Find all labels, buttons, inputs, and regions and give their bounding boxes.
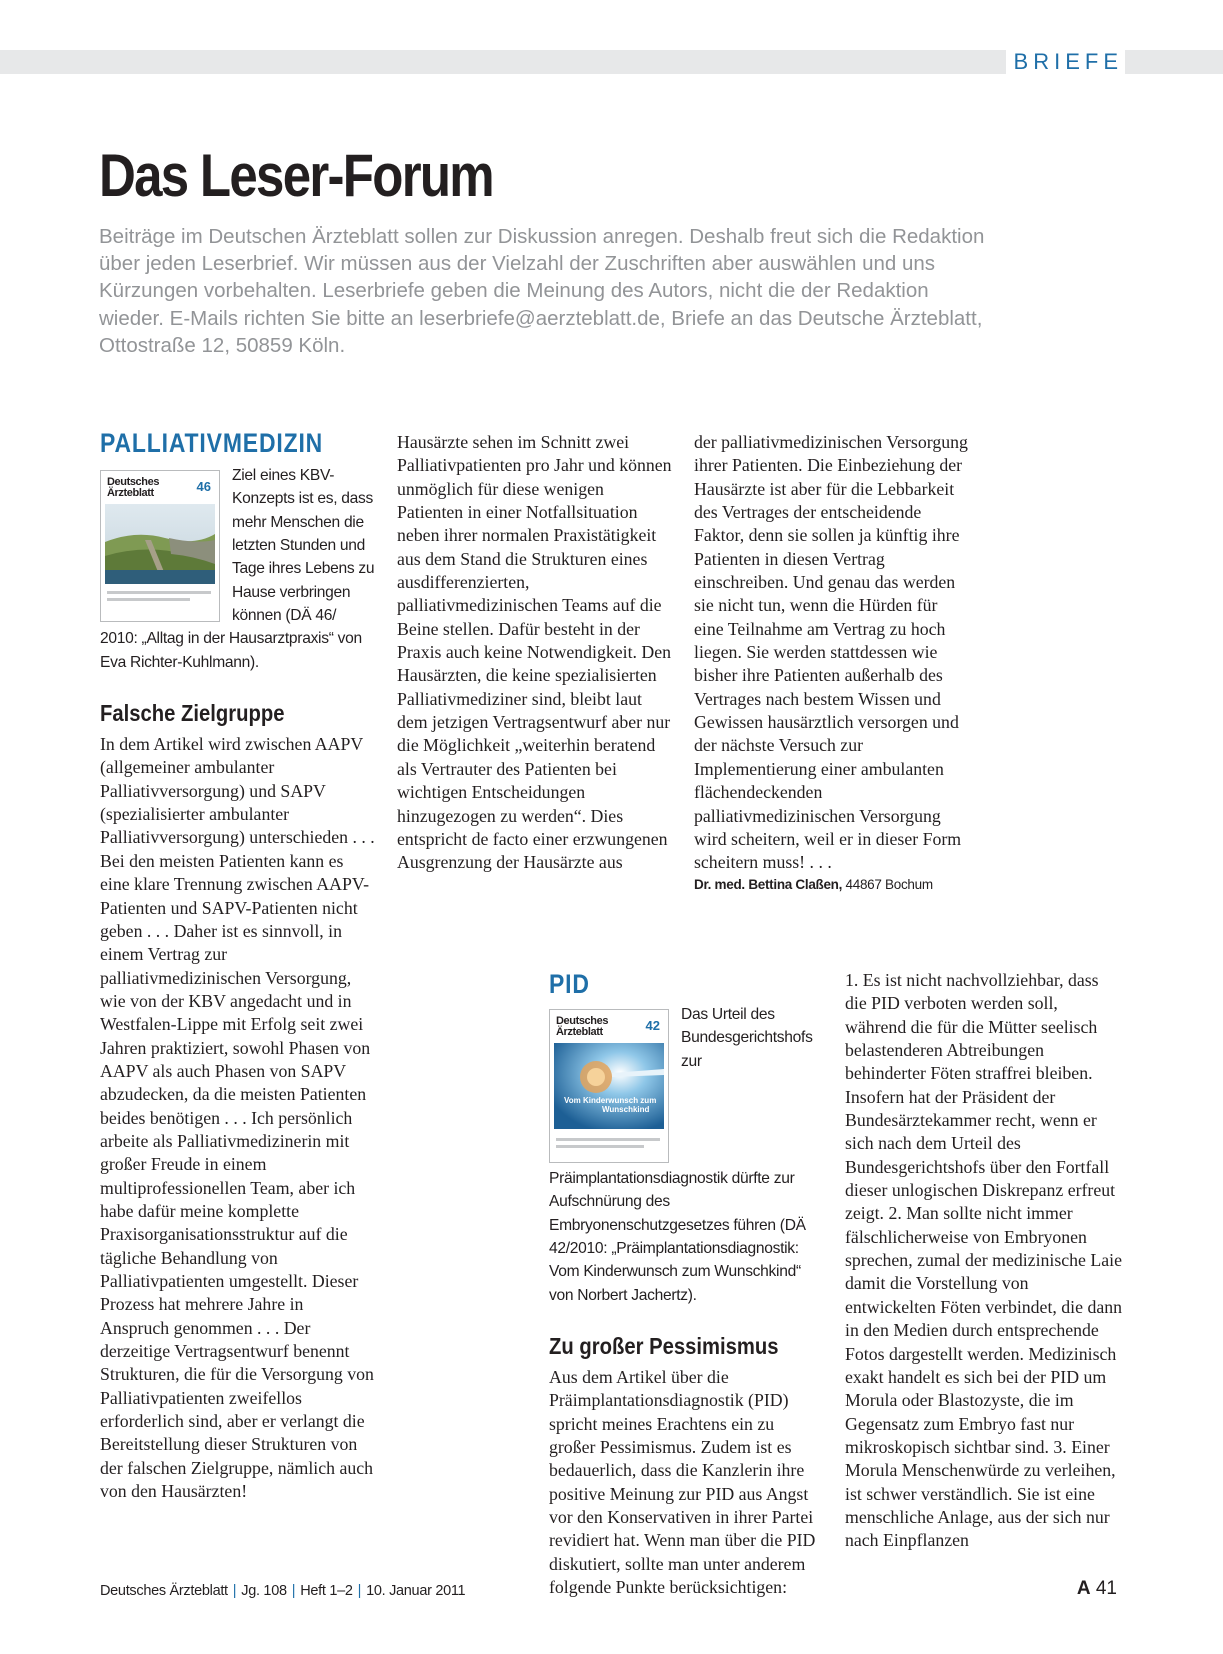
cover-masthead: Deutsches bbox=[556, 1015, 609, 1027]
footer-issue: Heft 1–2 bbox=[300, 1583, 353, 1599]
cover-title: Wunschkind bbox=[602, 1105, 650, 1114]
author-name: Dr. med. Bettina Claßen, bbox=[694, 876, 843, 892]
footer-journal: Deutsches Ärzteblatt bbox=[100, 1583, 228, 1599]
article1-topic: PALLIATIVMEDIZIN bbox=[100, 428, 324, 458]
article1-body-col1: In dem Artikel wird zwischen AAPV (allgemeiner ambulanter Palliativversorgung) und SAPV (spezialisierter ambulanter Palliativversorgung) unterschieden . . . Bei den meisten Patienten kann es eine klare Trennung zwischen AAPV-Patienten und SAPV-Patienten nicht geben . . . Daher ist es sinnvoll, in einem Vertrag zur palliativmedizinischen Versorgung, wie von der KBV angedacht und in Westfalen-Lippe mit Erfolg seit zwei Jahren praktiziert, sowohl Phasen von AAPV als auch Phasen von SAPV abzudecken, da die meisten Patienten beides benötigen . . . Ich persönlich arbeite als Palliativmedizinerin mit großer Freude in einem multiprofessionellen Team, aber ich habe dafür meine komplette Praxisorganisationsstruktur auf die tägliche Behandlung von Palliativpatienten umgestellt. Dieser Prozess hat mehrere Jahre in Anspruch genommen . . . Der derzeitige Vertragsentwurf benennt Strukturen, die für die Versorgung von Palliativpatienten zweifellos erforderlich sind, aber er verlangt die Bereitstellung dieser Strukturen von der falschen Zielgruppe, nämlich auch von den Hausärzten! bbox=[100, 734, 375, 1502]
page-prefix: A bbox=[1076, 1578, 1091, 1599]
page-number-value: 41 bbox=[1095, 1578, 1117, 1599]
article1-column1 bbox=[100, 428, 376, 1503]
article1-cover-image bbox=[100, 470, 220, 622]
intro-text: Beiträge im Deutschen Ärzteblatt sollen zur Diskussion anregen. Deshalb freut sich die Redaktion über jeden Leserbrief. Wir müssen aus der Vielzahl der Zuschriften aber auswählen und uns Kürzungen vorbehalten. Leserbriefe geben die Meinung des Autors, nicht die der Redaktion wieder. E-Mails richten Sie bitte an leserbriefe@aerzteblatt.de, Briefe an das Deutsche Ärzteblatt, Ottostraße 12, 50859 Köln. bbox=[99, 225, 985, 357]
article1-body-col3: der palliativmedizinischen Versorgung ihrer Patienten. Die Einbeziehung der Hausärzte ist aber für die Lebbarkeit des Vertrages der entscheidende Faktor, denn sie sollen ja künftig ihre Patienten in diesen Vertrag einschreiben. Und genau das werden sie nicht tun, wenn die Hürden für eine Teilnahme am Vertrag zu hoch liegen. Sie werden stattdessen wie bisher ihre Patienten außerhalb des Vertrages nach bestem Wissen und Gewissen hausärztlich versorgen und der nächste Versuch zur Implementierung einer ambulanten flächendeckenden palliativmedizinischen Versorgung wird scheitern, weil er in dieser Form scheitern muss! . . . bbox=[694, 432, 968, 873]
cover-masthead: Deutsches bbox=[107, 476, 160, 488]
article1-author bbox=[694, 877, 969, 892]
cover-embryo-photo bbox=[554, 1043, 664, 1129]
cover-landscape-photo bbox=[105, 504, 215, 584]
article1-body-col2: Hausärzte sehen im Schnitt zwei Palliativpatienten pro Jahr und können unmöglich für diese wenigen Patienten in einer Notfallsituation neben ihrer normalen Praxistätigkeit aus dem Stand die Strukturen eines ausdifferenzierten, palliativmedizinischen Teams auf die Beine stellen. Dafür besteht in der Praxis auch keine Notwendigkeit. Den Hausärzten, die keine spezialisierten Palliativmediziner sind, bleibt laut dem jetzigen Vertragsentwurf aber nur die Möglichkeit „weiterhin beratend als Vertrauter des Patienten bei wichtigen Entscheidungen hinzugezogen zu werden“. Dies entspricht de facto einer erzwungenen Ausgrenzung der Hausärzte aus bbox=[397, 432, 672, 873]
page-number bbox=[1077, 1578, 1117, 1600]
footer-date: 10. Januar 2011 bbox=[366, 1583, 466, 1599]
article2-column2 bbox=[845, 969, 1123, 1553]
footer-separator: | bbox=[232, 1583, 237, 1599]
article1-headline: Falsche Zielgruppe bbox=[100, 700, 285, 727]
cover-masthead: Ärzteblatt bbox=[107, 487, 154, 499]
footer-separator: | bbox=[291, 1583, 296, 1599]
section-label: BRIEFE bbox=[1006, 48, 1125, 76]
cover-issue-number: 42 bbox=[645, 1018, 660, 1033]
article2-topic: PID bbox=[549, 969, 590, 999]
article1-column3 bbox=[694, 431, 969, 892]
article1-column2 bbox=[397, 431, 673, 875]
article1-teaser: Ziel eines KBV-Konzepts ist es, dass mehr Menschen die letzten Stunden und Tage ihres Lebens zu Hause verbringen können (DÄ 46/ 2010: „Alltag in der Hausarztpraxis“ von Eva Richter-Kuhlmann). bbox=[100, 467, 375, 671]
article2-teaser: Das Urteil des Bundesgerichtshofs zur Präimplantationsdiagnostik dürfte zur Aufschnürung des Embryonenschutzgesetzes führen (DÄ 42/2010: „Präimplantationsdiagnostik: Vom Kinderwunsch zum Wunschkind“ von Norbert Jachertz). bbox=[549, 1006, 813, 1304]
article2-body-col1: Aus dem Artikel über die Präimplantationsdiagnostik (PID) spricht meines Erachtens ein zu großer Pessimismus. Zudem ist es bedauerlich, dass die Kanzlerin ihre positive Meinung zur PID aus Angst vor den Konservativen in ihrer Partei revidiert hat. Wenn man über die PID diskutiert, sollte man unter anderem folgende Punkte berücksichtigen: bbox=[549, 1367, 816, 1598]
footer-volume: Jg. 108 bbox=[241, 1583, 287, 1599]
article2-headline: Zu großer Pessimismus bbox=[549, 1333, 779, 1360]
article2-column1 bbox=[549, 969, 824, 1600]
cover-issue-number: 46 bbox=[196, 479, 211, 494]
cover-masthead: Ärzteblatt bbox=[556, 1026, 603, 1038]
footer-separator: | bbox=[357, 1583, 362, 1599]
page-title: Das Leser-Forum bbox=[99, 142, 493, 209]
article2-body-col2: 1. Es ist nicht nachvollziehbar, dass die PID verboten werden soll, während die für die Mütter seelisch belastenderen Abtreibungen behinderter Föten straffrei bleiben. Insofern hat der Präsident der Bundesärztekammer recht, wenn er sich nach dem Urteil des Bundesgerichtshofs über den Fortfall dieser unlogischen Diskrepanz erfreut zeigt. 2. Man sollte nicht immer fälschlicherweise von Embryonen sprechen, zumal der medizinische Laie damit die Vorstellung von entwickelten Föten verbindet, die dann in den Medien durch entsprechende Fotos dargestellt werden. Medizinisch exakt handelt es sich bei der PID um Morula oder Blastozyste, die im Gegensatz zum Embryo fast nur mikroskopisch sichtbar sind. 3. Einer Morula Menschenwürde zu verleihen, ist schwer verständlich. Sie ist eine menschliche Anlage, aus der sich nur nach Einpflanzen bbox=[845, 970, 1123, 1551]
article2-cover-image bbox=[549, 1009, 669, 1163]
cover-title: Vom Kinderwunsch zum bbox=[564, 1096, 657, 1105]
footer bbox=[100, 1583, 465, 1599]
author-place: 44867 Bochum bbox=[845, 876, 933, 892]
